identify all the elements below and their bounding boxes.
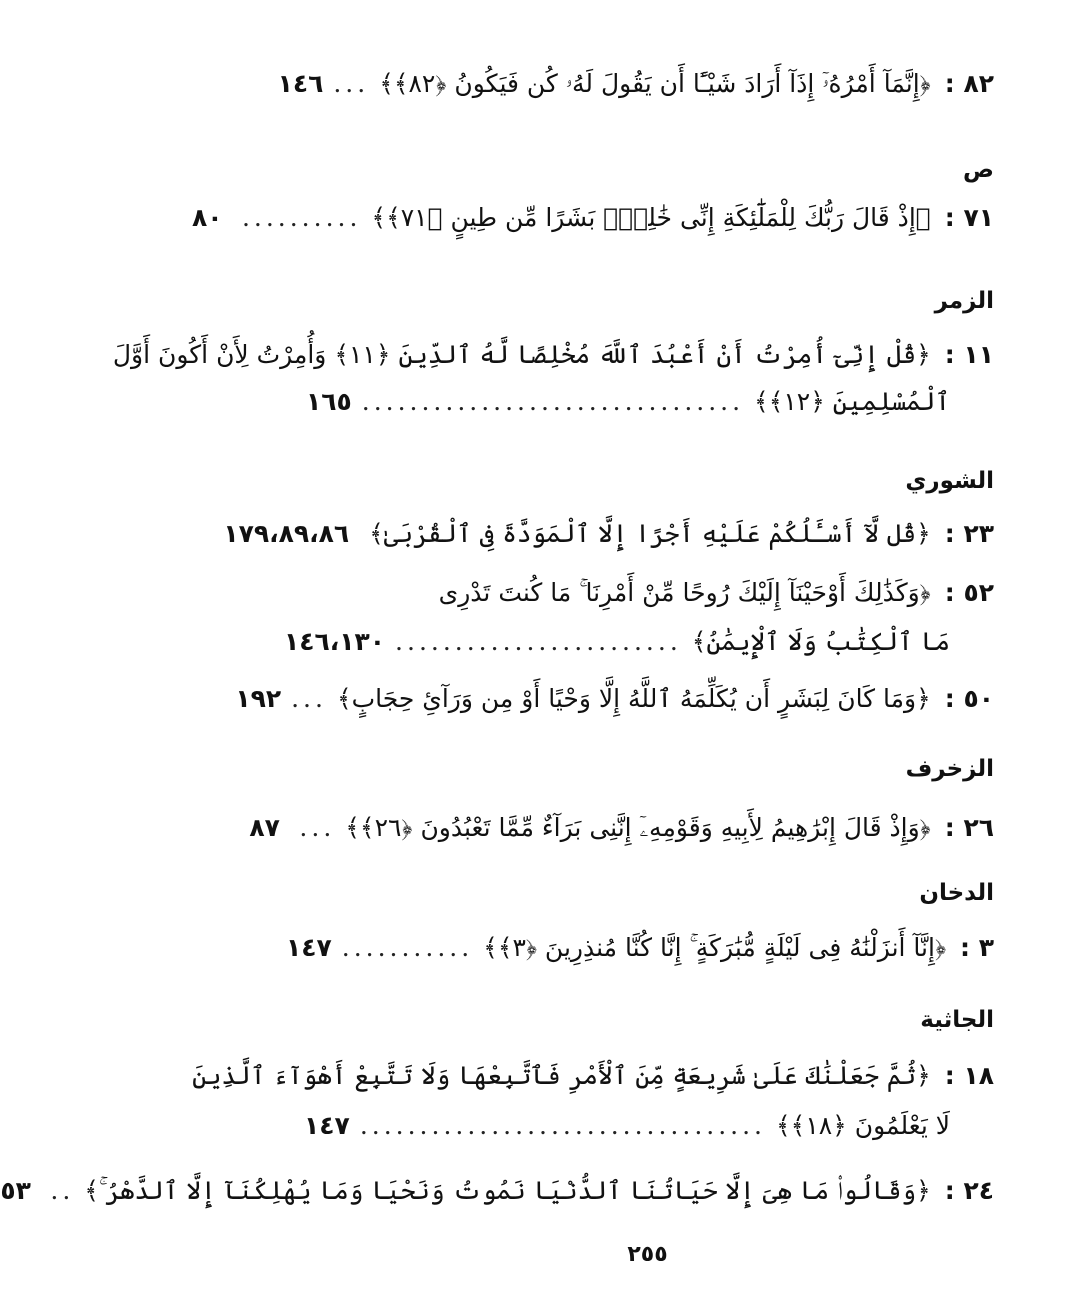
verse-entry bbox=[306, 575, 994, 611]
verse-entry bbox=[285, 930, 994, 966]
leader-dots: ........................ bbox=[395, 627, 682, 656]
verse-text-continued: مَا ٱلْكِتَٰبُ وَلَا ٱلْإِيمَٰنُ﴾ bbox=[691, 627, 950, 656]
page-reference: ١٦٥ bbox=[305, 387, 352, 416]
verse-number: ١١ : bbox=[944, 340, 994, 369]
verse-text: ﴿قُل لَّآ أَسْـَٔلُكُمْ عَلَيْهِ أَجْرًا إِلَّا ٱلْمَوَدَّةَ فِى ٱلْقُرْبَىٰ﴾ bbox=[369, 519, 931, 548]
verse-number: ٣ : bbox=[960, 933, 994, 962]
leader-dots: ........... bbox=[341, 933, 474, 962]
verse-entry bbox=[192, 1058, 994, 1094]
surah-title-sad: ص bbox=[963, 157, 994, 183]
page-reference: ١٤٧ bbox=[285, 933, 332, 962]
page-reference: ٨٠ bbox=[191, 203, 223, 232]
surah-title-dukhan: الدخان bbox=[919, 880, 994, 906]
verse-entry bbox=[112, 337, 994, 373]
verse-text: ﴿وَمَا كَانَ لِبَشَرٍ أَن يُكَلِّمَهُ ٱللَّهُ إِلَّا وَحْيًا أَوْ مِن وَرَآئِ حِجَابٍ﴾ bbox=[336, 684, 931, 713]
leader-dots: ... bbox=[333, 69, 370, 98]
verse-number: ٢٤ : bbox=[944, 1176, 994, 1205]
verse-number: ٥٢ : bbox=[944, 578, 994, 607]
page-reference: ١٤٧ bbox=[304, 1111, 350, 1140]
verse-text: ﴿إِنَّمَآ أَمْرُهُۥٓ إِذَآ أَرَادَ شَيْـًٔا أَن يَقُولَ لَهُۥ كُن فَيَكُونُ ﴿٨٢﴾﴾ bbox=[379, 69, 931, 98]
verse-text: ﴿وَإِذْ قَالَ إِبْرَٰهِيمُ لِأَبِيهِ وَقَوْمِهِۦٓ إِنَّنِى بَرَآءٌ مِّمَّا تَعْبُدُونَ ﴿٢٦﴾﴾ bbox=[345, 813, 931, 842]
leader-dots: ... bbox=[291, 684, 327, 713]
verse-entry bbox=[223, 516, 994, 552]
verse-entry bbox=[0, 1173, 994, 1209]
page-reference: ١٧٩،٨٩،٨٦ bbox=[223, 519, 350, 548]
verse-text: ﴿وَكَذَٰلِكَ أَوْحَيْنَآ إِلَيْكَ رُوحًا مِّنْ أَمْرِنَا ۚ مَا كُنتَ تَدْرِى bbox=[438, 578, 931, 607]
surah-title-zukhruf: الزخرف bbox=[905, 756, 994, 782]
verse-text: ﴿إِذْ قَالَ رَبُّكَ لِلْمَلَٰٓئِكَةِ إِنِّى خَٰلِقٌۢ بَشَرًا مِّن طِينٍ ﴿٧١﴾﴾ bbox=[371, 203, 931, 232]
verse-text: ﴿إِنَّآ أَنزَلْنَٰهُ فِى لَيْلَةٍ مُّبَٰرَكَةٍ ۚ إِنَّا كُنَّا مُنذِرِينَ ﴿٣﴾﴾ bbox=[483, 933, 947, 962]
verse-text-continued: ٱلْمُسْلِمِينَ ﴿١٢﴾﴾ bbox=[754, 387, 950, 416]
verse-entry bbox=[249, 810, 994, 846]
verse-text-continued: لَا يَعْلَمُونَ ﴿١٨﴾﴾ bbox=[776, 1111, 950, 1140]
verse-entry bbox=[235, 681, 994, 717]
verse-number: ٨٢ : bbox=[944, 69, 994, 98]
page-reference: ٥٣ bbox=[0, 1176, 31, 1205]
surah-title-jathiya: الجاثية bbox=[920, 1007, 994, 1033]
leader-dots: ... bbox=[299, 813, 336, 842]
page-reference: ١٩٢ bbox=[235, 684, 282, 713]
verse-text: ﴿وَقَالُوا۟ مَا هِىَ إِلَّا حَيَاتُنَا ٱلدُّنْيَا نَمُوتُ وَنَحْيَا وَمَا يُهْلِكُنَآ إِلَّا ٱلدَّهْرُ ۚ﴾ bbox=[84, 1176, 931, 1205]
verse-continuation bbox=[306, 384, 994, 420]
page-reference: ٨٧ bbox=[249, 813, 280, 842]
verse-number: ٢٣ : bbox=[944, 519, 994, 548]
leader-dots: .. bbox=[50, 1176, 75, 1205]
verse-entry bbox=[191, 200, 994, 236]
verse-number: ٧١ : bbox=[944, 203, 994, 232]
leader-dots: .......... bbox=[241, 203, 362, 232]
leader-dots: ................................ bbox=[361, 387, 745, 416]
verse-number: ٢٦ : bbox=[944, 813, 994, 842]
verse-continuation bbox=[283, 624, 994, 660]
leader-dots: .................................. bbox=[359, 1111, 767, 1140]
page-reference: ١٤٦ bbox=[277, 69, 324, 98]
verse-number: ١٨ : bbox=[944, 1061, 994, 1090]
verse-entry bbox=[277, 66, 994, 102]
page-number: ٢٥٥ bbox=[627, 1242, 668, 1267]
surah-title-zumar: الزمر bbox=[934, 288, 994, 314]
verse-continuation bbox=[306, 1108, 994, 1144]
verse-text: ﴿قُلْ إِنِّىٓ أُمِرْتُ أَنْ أَعْبُدَ ٱللَّهَ مُخْلِصًا لَّهُ ٱلدِّينَ ﴿١١﴾ وَأُمِرْتُ لِأَنْ أَكُونَ أَوَّلَ bbox=[112, 340, 931, 369]
surah-title-shura: الشوري bbox=[905, 468, 994, 494]
page-reference: ١٤٦،١٣٠ bbox=[283, 627, 386, 656]
verse-text: ﴿ثُمَّ جَعَلْنَٰكَ عَلَىٰ شَرِيعَةٍ مِّنَ ٱلْأَمْرِ فَٱتَّبِعْهَا وَلَا تَتَّبِعْ أَهْوَآءَ ٱلَّذِينَ bbox=[192, 1061, 931, 1090]
verse-number: ٥٠ : bbox=[944, 684, 994, 713]
